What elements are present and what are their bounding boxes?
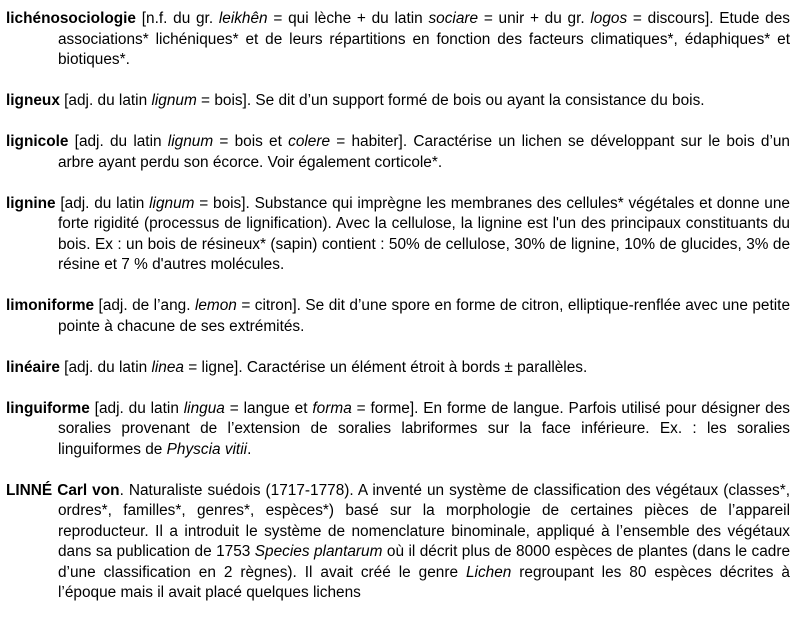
glossary-entry (6, 358, 790, 379)
definition-text: = bois]. Substance qui imprègne les membranes des cellules* végétales et donne une forte rigidité (processus de lignification). Avec la cellulose, la lignine est l'un des principaux constituants du bois. Ex : un bois de résineux* (sapin) contient : 50% de cellulose, 30% de lignine, 10% de glucides, 3% de résine et 7 % d'autres molécules. (58, 194, 790, 273)
definition-text: [adj. du latin (68, 133, 168, 150)
definition-text: [adj. du latin (59, 92, 152, 109)
etymology-word: lignum (167, 133, 214, 150)
entry-term: lignicole (6, 133, 69, 150)
definition-text: = qui lèche + du latin (267, 10, 429, 27)
definition-text: = bois]. Se dit d’un support formé de bois ou ayant la consistance du bois. (196, 92, 705, 109)
etymology-word: lingua (183, 399, 225, 417)
etymology-word: logos (590, 10, 628, 27)
entry-term: LINNÉ Carl von (6, 481, 120, 499)
entry-term: ligneux (6, 92, 60, 109)
glossary-entry (6, 399, 790, 461)
publication-title: Species plantarum (254, 543, 383, 560)
definition-text: . (247, 440, 252, 458)
entry-term: limoniforme (6, 297, 95, 314)
definition-text: = habiter]. Caractérise un lichen se développant sur le bois d’un arbre ayant perdu son écorce. Voir également corticole*. (58, 133, 790, 171)
glossary-entry (6, 9, 790, 71)
definition-text: [adj. de l’ang. (94, 297, 195, 314)
definition-text: = ligne]. Caractérise un élément étroit à bords ± parallèles. (184, 358, 588, 376)
etymology-word: sociare (428, 10, 479, 27)
definition-text: [adj. du latin (55, 194, 150, 212)
etymology-word: lignum (151, 92, 197, 109)
entry-term: lignine (6, 194, 56, 212)
glossary-page (6, 9, 790, 624)
definition-text: [adj. du latin (59, 358, 152, 376)
definition-text: = unir + du gr. (478, 10, 591, 27)
etymology-word: colere (288, 133, 331, 150)
definition-text: = citron]. Se dit d’une spore en forme de citron, elliptique-renflée avec une petite pointe à chacune de ses extrémités. (58, 297, 790, 335)
glossary-entry (6, 194, 790, 276)
definition-text: = forme]. En forme de langue. Parfois utilisé pour désigner des soralies provenant de l’extension de soralies labriformes sur la face inférieure. Ex. : les soralies linguiformes de (58, 399, 790, 458)
definition-text: regroupant les 80 espèces décrites à l’époque mais il avait placé quelques lichens (58, 563, 790, 601)
glossary-entry (6, 132, 790, 173)
genus-name: Lichen (465, 563, 512, 581)
glossary-entry (6, 481, 790, 604)
entry-term: linguiforme (6, 399, 90, 417)
species-name: Physcia vitii (166, 440, 248, 458)
definition-text: = bois et (213, 133, 289, 150)
definition-text: où il décrit plus de 8000 espèces de plantes (dans le cadre d’une classification en 2 règnes). Il avait créé le genre (58, 543, 791, 581)
definition-text: [n.f. du gr. (136, 10, 219, 27)
etymology-word: lignum (149, 194, 195, 212)
etymology-word: linea (151, 358, 184, 376)
definition-text: [adj. du latin (89, 399, 184, 417)
etymology-word: leikhên (218, 10, 268, 27)
definition-text: = discours]. Etude des associations* lichéniques* et de leurs répartitions en fonction des facteurs climatiques*, édaphiques* et biotiques*. (58, 10, 791, 68)
etymology-word: forma (312, 399, 352, 417)
entry-term: lichénosociologie (6, 10, 136, 27)
entry-term: linéaire (6, 358, 60, 376)
definition-text: = langue et (224, 399, 313, 417)
glossary-entry (6, 296, 790, 337)
glossary-entry (6, 91, 790, 112)
definition-text: . Naturaliste suédois (1717-1778). A inventé un système de classification des végétaux (classes*, ordres*, familles*, genres*, espèces*) basé sur la morphologie de certaines pièces de l’appareil reproducteur. Il a introduit le système de nomenclature binominale, appliqué à l’ensemble des végétaux dans sa publication de 1753 (58, 481, 790, 560)
etymology-word: lemon (194, 297, 237, 314)
